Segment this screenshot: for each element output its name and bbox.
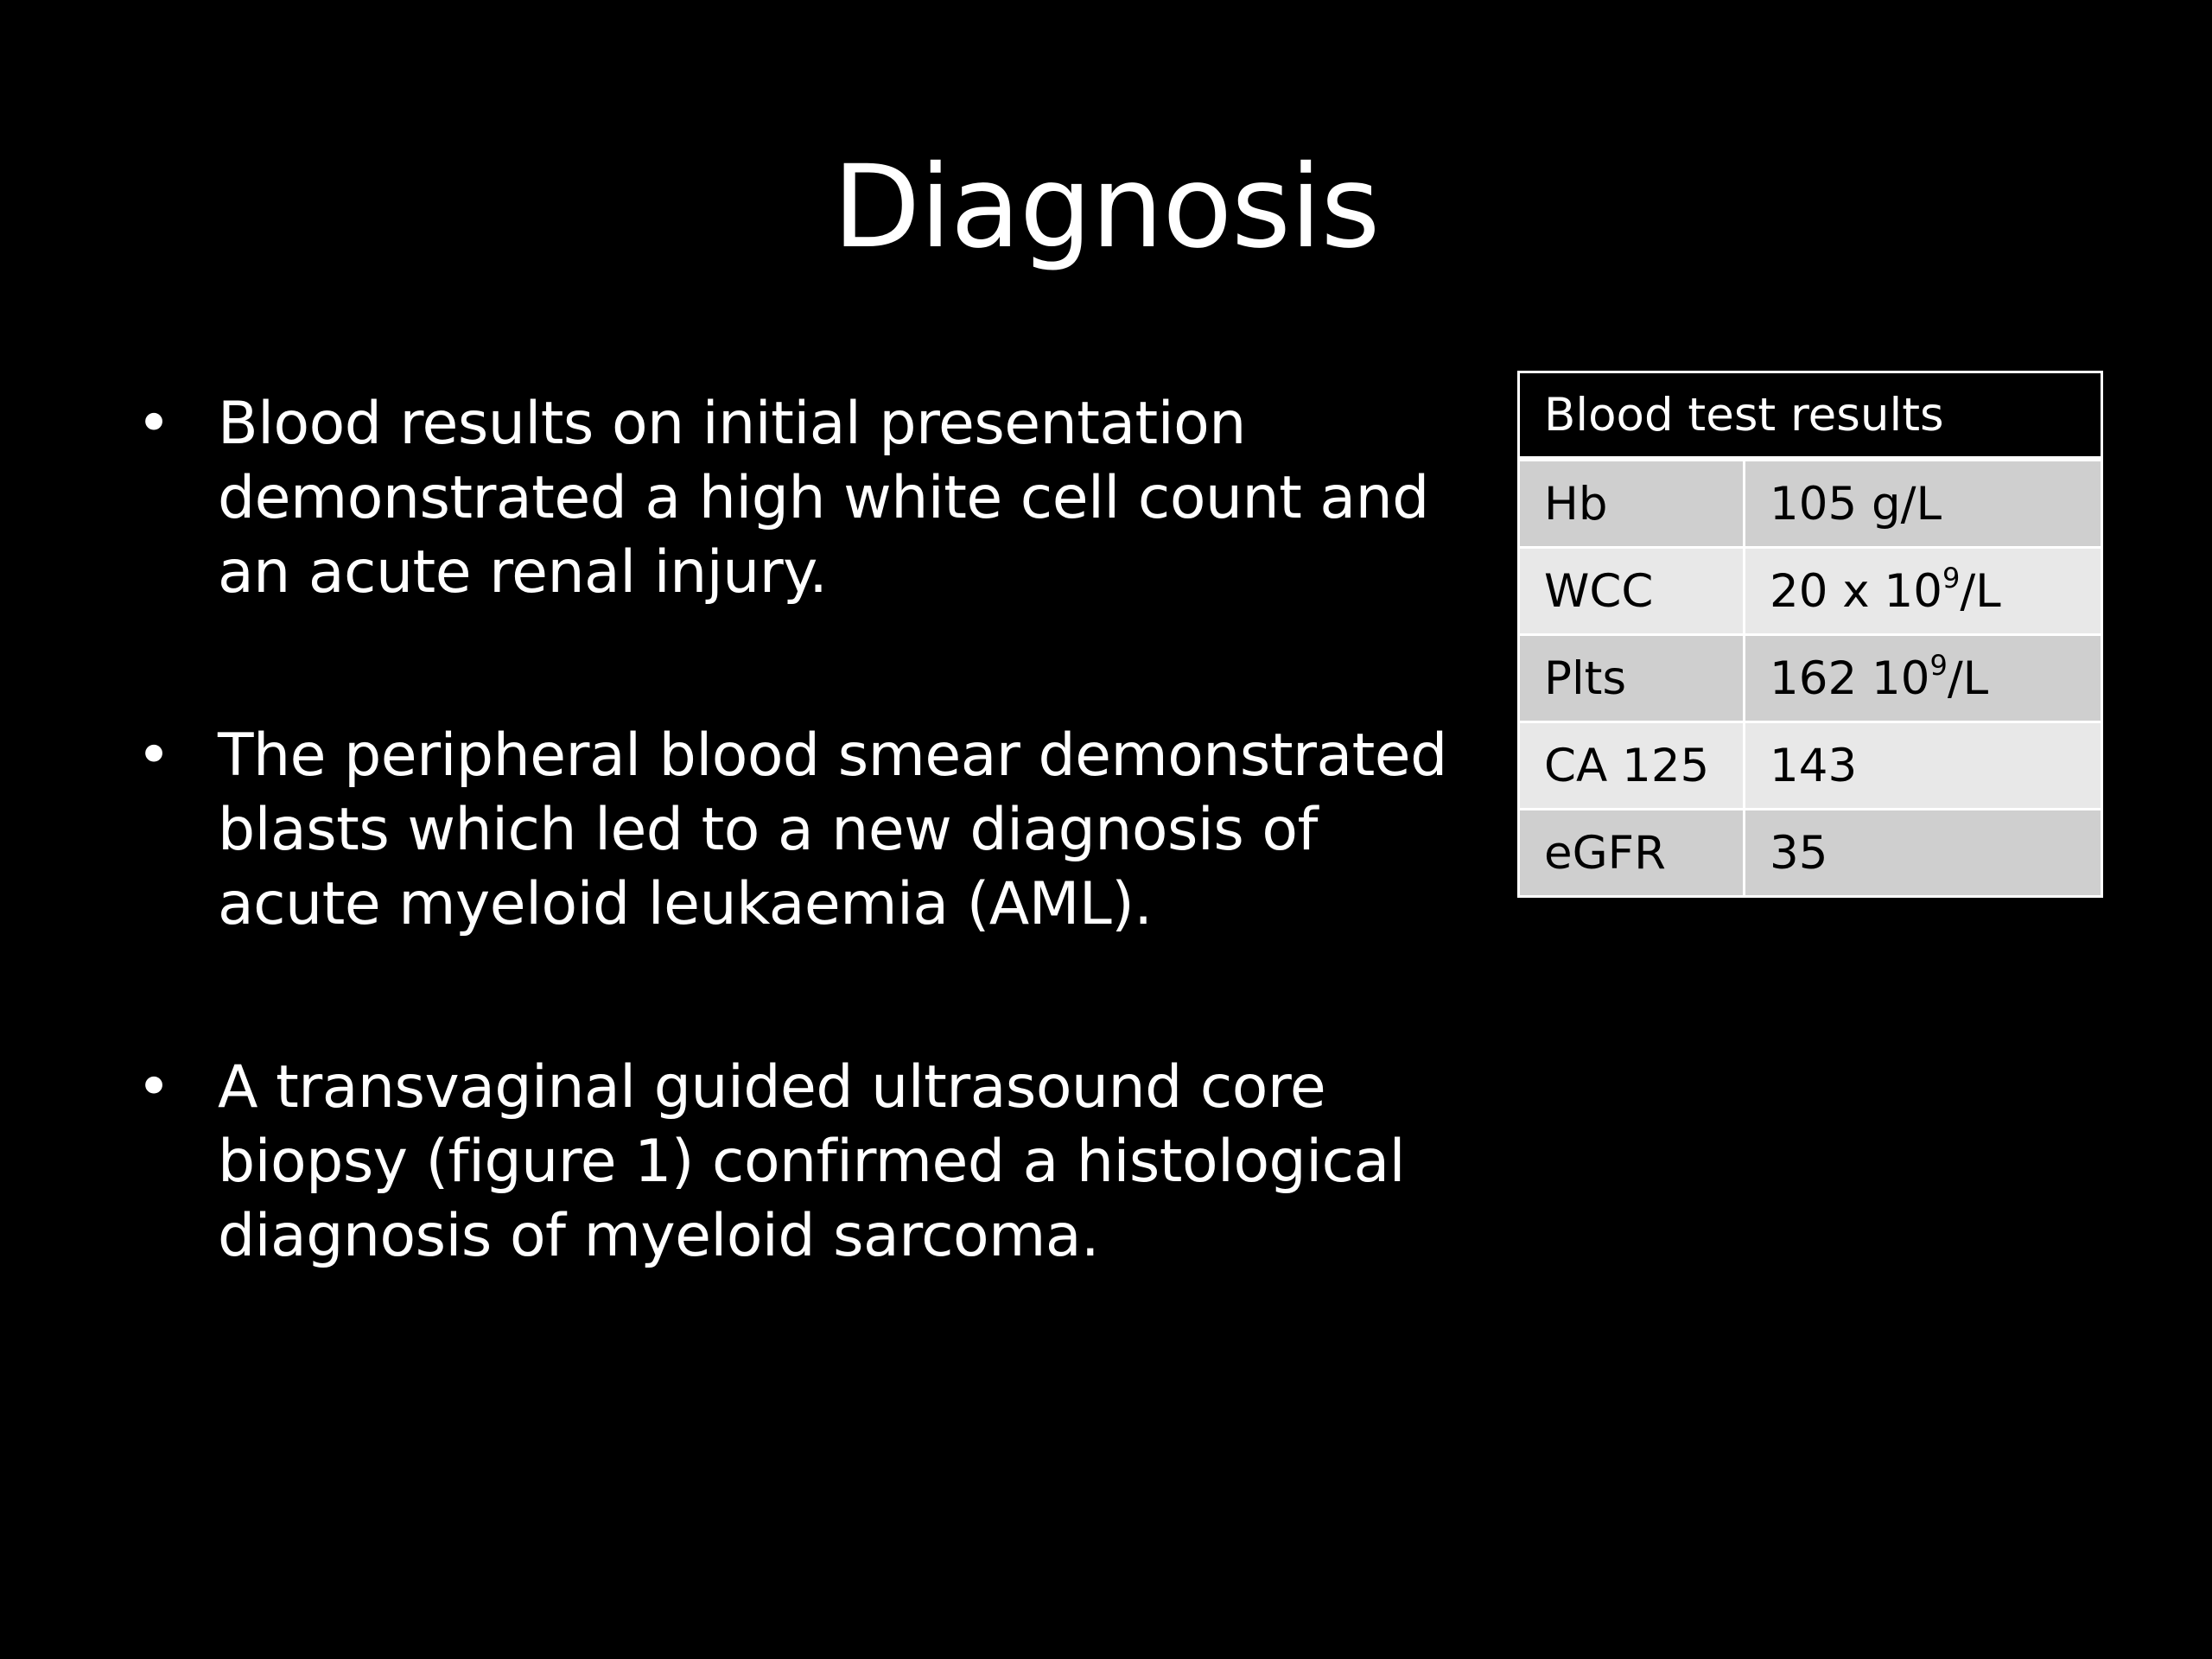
test-value-cell [1745, 635, 2102, 722]
table-row [1519, 459, 2102, 548]
bullet-list [130, 387, 1486, 1382]
test-name-cell: eGFR [1519, 810, 1745, 897]
bullet-marker: • [137, 1053, 171, 1122]
bullet-text: A transvaginal guided ultrasound core biopsy (figure 1) confirmed a histological diagnosis of myeloid sarcoma. [218, 1053, 1406, 1270]
table-row [1519, 635, 2102, 722]
test-name-cell: Plts [1519, 635, 1745, 722]
bullet-item [130, 719, 1486, 942]
test-value-cell: 143 [1745, 722, 2102, 810]
bullet-item [130, 1051, 1486, 1274]
bullet-text: The peripheral blood smear demonstrated blasts which led to a new diagnosis of acute myeloid leukaemia (AML). [218, 721, 1447, 938]
blood-test-table [1517, 371, 2103, 898]
test-name-cell: Hb [1519, 459, 1745, 548]
value-suffix: /L [1947, 652, 1989, 705]
test-value-cell: 35 [1745, 810, 2102, 897]
test-name-cell: CA 125 [1519, 722, 1745, 810]
test-name-cell: WCC [1519, 548, 1745, 635]
table-header-row [1519, 372, 2102, 460]
table-row [1519, 548, 2102, 635]
test-value-cell: 105 g/L [1745, 459, 2102, 548]
bullet-marker: • [137, 390, 171, 458]
test-value-cell [1745, 548, 2102, 635]
table-row [1519, 722, 2102, 810]
value-prefix: 20 x 10 [1770, 564, 1942, 618]
slide-title: Diagnosis [832, 141, 1380, 274]
value-exponent: 9 [1942, 561, 1961, 594]
value-suffix: /L [1960, 564, 2001, 618]
value-exponent: 9 [1929, 648, 1948, 682]
value-prefix: 162 10 [1770, 652, 1930, 705]
bullet-text: Blood results on initial presentation demonstrated a high white cell count and an acute renal injury. [218, 390, 1429, 607]
bullet-marker: • [137, 721, 171, 790]
table-row [1519, 810, 2102, 897]
bullet-item [130, 387, 1486, 610]
table-header: Blood test results [1519, 372, 2102, 460]
